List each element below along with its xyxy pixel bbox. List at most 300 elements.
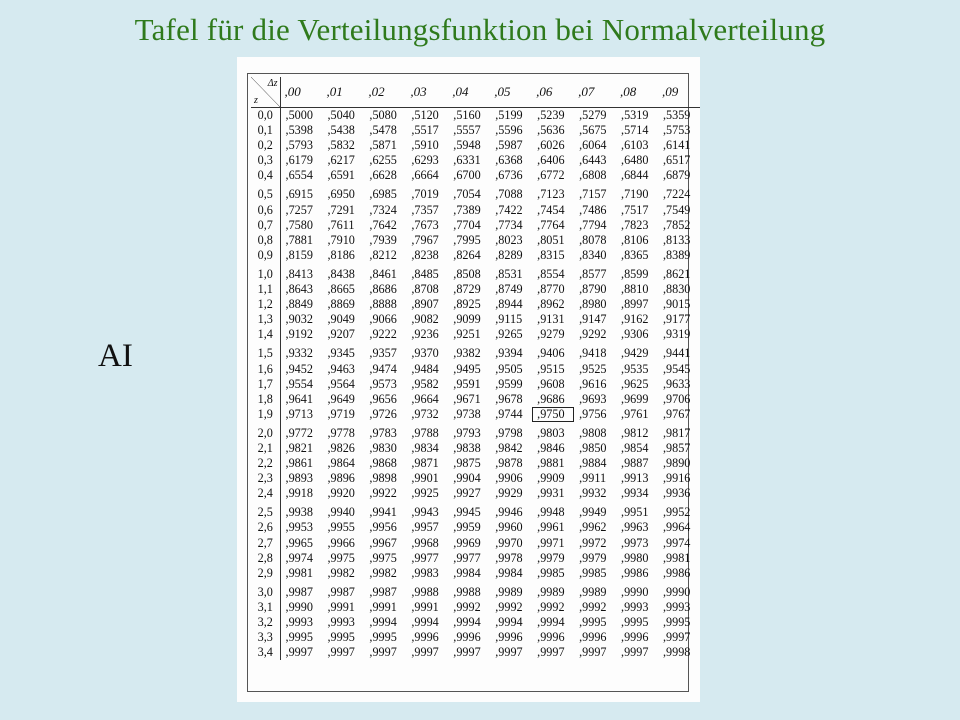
table-cell: ,9826 <box>327 440 355 455</box>
table-cell: ,9938 <box>285 505 313 520</box>
table-cell: ,9995 <box>579 615 607 629</box>
table-cell: ,9582 <box>411 376 439 391</box>
row-z-value: 2,3 <box>251 471 280 486</box>
table-cell: ,9838 <box>453 440 481 455</box>
table-cell: ,8810 <box>621 282 649 297</box>
table-cell: ,5793 <box>285 138 313 153</box>
table-cell: ,9964 <box>662 520 691 535</box>
table-cell: ,9931 <box>537 486 565 501</box>
table-cell: ,9952 <box>662 505 691 520</box>
column-header: ,04 <box>448 77 490 108</box>
row-z-value: 1,5 <box>251 342 280 361</box>
table-cell: ,9744 <box>495 406 523 421</box>
table-row <box>251 645 700 660</box>
table-row <box>251 407 700 422</box>
table-cell: ,9982 <box>327 565 355 580</box>
table-cell: ,5438 <box>327 123 355 138</box>
table-row <box>251 342 700 361</box>
table-cell: ,6915 <box>285 187 313 202</box>
table-row <box>251 248 700 263</box>
table-cell: ,8790 <box>579 282 607 297</box>
table-cell: ,9979 <box>537 550 565 565</box>
table-cell: ,9989 <box>537 584 565 599</box>
table-row <box>251 501 700 520</box>
table-cell: ,9993 <box>327 615 355 629</box>
table-cell: ,9726 <box>369 406 397 421</box>
table-cell: ,5120 <box>411 108 439 122</box>
table-cell: ,9686 <box>537 391 565 406</box>
row-z-value: 0,3 <box>251 153 280 168</box>
table-cell: ,9573 <box>369 376 397 391</box>
table-cell: ,9633 <box>662 376 691 391</box>
table-cell: ,8315 <box>537 247 565 262</box>
table-cell: ,9918 <box>285 486 313 501</box>
table-cell: ,6554 <box>285 168 313 183</box>
table-row <box>251 566 700 581</box>
table-cell: ,9793 <box>453 425 481 440</box>
table-cell: ,9641 <box>285 391 313 406</box>
table-cell: ,9671 <box>453 391 481 406</box>
table-cell: ,9980 <box>621 550 649 565</box>
column-header: ,03 <box>406 77 448 108</box>
row-z-value: 0,0 <box>251 108 280 124</box>
table-cell: ,6879 <box>662 168 691 183</box>
table-cell: ,9992 <box>537 599 565 614</box>
table-cell: ,8133 <box>662 232 691 247</box>
table-cell: ,9962 <box>579 520 607 535</box>
table-cell: ,9987 <box>369 584 397 599</box>
table-cell: ,9846 <box>537 440 565 455</box>
row-z-value: 0,5 <box>251 183 280 202</box>
table-cell: ,9986 <box>662 565 691 580</box>
table-cell: ,7881 <box>285 232 313 247</box>
table-cell: ,9975 <box>327 550 355 565</box>
table-cell: ,6255 <box>369 153 397 168</box>
table-cell: ,9985 <box>537 565 565 580</box>
table-cell: ,7389 <box>453 202 481 217</box>
row-z-value: 3,3 <box>251 630 280 645</box>
table-cell: ,9985 <box>579 565 607 580</box>
table-cell: ,9821 <box>285 440 313 455</box>
table-cell: ,6985 <box>369 187 397 202</box>
row-z-value: 2,0 <box>251 422 280 441</box>
table-cell: ,9966 <box>327 535 355 550</box>
table-cell: ,9996 <box>453 630 481 645</box>
table-cell: ,9901 <box>411 471 439 486</box>
row-z-value: 3,4 <box>251 645 280 660</box>
row-z-value: 2,8 <box>251 551 280 566</box>
table-cell: ,9961 <box>537 520 565 535</box>
table-cell: ,9890 <box>662 456 691 471</box>
table-cell: ,9082 <box>411 312 439 327</box>
table-cell: ,7642 <box>369 217 397 232</box>
table-cell: ,8925 <box>453 297 481 312</box>
table-cell: ,9616 <box>579 376 607 391</box>
table-cell: ,6293 <box>411 153 439 168</box>
table-cell: ,9881 <box>537 456 565 471</box>
table-cell: ,7673 <box>411 217 439 232</box>
slide-title: Tafel für die Verteilungsfunktion bei Normalverteilung <box>134 12 826 47</box>
table-cell: ,8485 <box>411 266 439 281</box>
table-cell: ,9997 <box>621 645 649 660</box>
row-z-value: 1,2 <box>251 297 280 312</box>
row-z-value: 3,2 <box>251 615 280 630</box>
table-cell: ,8980 <box>579 297 607 312</box>
table-cell: ,9207 <box>327 327 355 342</box>
table-cell: ,9997 <box>411 645 439 660</box>
table-cell: ,9875 <box>453 456 481 471</box>
table-cell: ,8508 <box>453 266 481 281</box>
table-cell: ,9192 <box>285 327 313 342</box>
table-cell: ,6331 <box>453 153 481 168</box>
table-cell: ,9996 <box>621 630 649 645</box>
table-cell: ,9066 <box>369 312 397 327</box>
table-row <box>251 168 700 183</box>
table-sheet <box>237 57 700 702</box>
table-cell: ,6406 <box>537 153 565 168</box>
table-cell: ,9884 <box>579 456 607 471</box>
table-cell: ,9147 <box>579 312 607 327</box>
table-cell: ,9599 <box>495 376 523 391</box>
table-cell: ,9783 <box>369 425 397 440</box>
row-z-value: 1,3 <box>251 312 280 327</box>
table-cell: ,9761 <box>621 406 649 421</box>
table-row <box>251 392 700 407</box>
table-cell: ,9452 <box>285 361 313 376</box>
row-z-value: 2,4 <box>251 486 280 501</box>
table-cell: ,9946 <box>495 505 523 520</box>
row-z-value: 1,4 <box>251 327 280 342</box>
table-row <box>251 108 700 124</box>
table-cell: ,9850 <box>579 440 607 455</box>
table-cell: ,9177 <box>662 312 691 327</box>
highlighted-cell: ,9750 <box>532 407 574 422</box>
table-cell: ,9222 <box>369 327 397 342</box>
table-cell: ,9997 <box>662 630 691 645</box>
row-z-value: 2,9 <box>251 566 280 581</box>
table-cell: ,9834 <box>411 440 439 455</box>
row-z-value: 2,2 <box>251 456 280 471</box>
table-row <box>251 263 700 282</box>
table-cell: ,8554 <box>537 266 565 281</box>
table-cell: ,9788 <box>411 425 439 440</box>
table-cell: ,9545 <box>662 361 691 376</box>
table-row <box>251 297 700 312</box>
table-cell: ,9932 <box>579 486 607 501</box>
table-row <box>251 377 700 392</box>
table-cell: ,6808 <box>579 168 607 183</box>
table-cell: ,9279 <box>537 327 565 342</box>
table-cell: ,8708 <box>411 282 439 297</box>
table-cell: ,7967 <box>411 232 439 247</box>
row-z-value: 0,2 <box>251 138 280 153</box>
column-header: ,09 <box>658 77 700 108</box>
table-cell: ,9664 <box>411 391 439 406</box>
row-z-value: 1,7 <box>251 377 280 392</box>
table-cell: ,9987 <box>327 584 355 599</box>
table-row <box>251 456 700 471</box>
table-cell: ,7939 <box>369 232 397 247</box>
table-cell: ,9979 <box>579 550 607 565</box>
table-cell: ,5199 <box>495 108 523 122</box>
table-cell: ,9854 <box>621 440 649 455</box>
table-cell: ,5987 <box>495 138 523 153</box>
table-cell: ,9988 <box>453 584 481 599</box>
row-z-value: 1,6 <box>251 362 280 377</box>
table-cell: ,9974 <box>285 550 313 565</box>
table-cell: ,9953 <box>285 520 313 535</box>
table-cell: ,7088 <box>495 187 523 202</box>
table-cell: ,7123 <box>537 187 565 202</box>
table-cell: ,7291 <box>327 202 355 217</box>
table-cell: ,6772 <box>537 168 565 183</box>
table-cell: ,9370 <box>411 346 439 361</box>
table-cell: ,8212 <box>369 247 397 262</box>
table-cell: ,9236 <box>411 327 439 342</box>
table-cell: ,9441 <box>662 346 691 361</box>
table-cell: ,6517 <box>662 153 691 168</box>
table-cell: ,7823 <box>621 217 649 232</box>
table-cell: ,9974 <box>662 535 691 550</box>
table-cell: ,9994 <box>453 615 481 629</box>
table-cell: ,9904 <box>453 471 481 486</box>
table-cell: ,9983 <box>411 565 439 580</box>
table-cell: ,9887 <box>621 456 649 471</box>
table-cell: ,9990 <box>662 584 691 599</box>
table-cell: ,5160 <box>453 108 481 122</box>
table-cell: ,9812 <box>621 425 649 440</box>
table-row <box>251 551 700 566</box>
table-cell: ,8770 <box>537 282 565 297</box>
table-cell: ,9131 <box>537 312 565 327</box>
table-cell: ,9896 <box>327 471 355 486</box>
table-cell: ,9911 <box>579 471 607 486</box>
table-cell: ,7517 <box>621 202 649 217</box>
table-cell: ,9525 <box>579 361 607 376</box>
table-cell: ,9909 <box>537 471 565 486</box>
table-cell: ,9989 <box>495 584 523 599</box>
table-cell: ,9732 <box>411 406 439 421</box>
table-cell: ,9959 <box>453 520 481 535</box>
table-cell: ,9817 <box>662 425 691 440</box>
table-cell: ,9951 <box>621 505 649 520</box>
row-z-value: 1,1 <box>251 282 280 297</box>
side-label: AI <box>98 338 133 374</box>
row-z-value: 2,5 <box>251 501 280 520</box>
table-cell: ,9945 <box>453 505 481 520</box>
table-cell: ,9115 <box>495 312 523 327</box>
column-header: ,05 <box>490 77 532 108</box>
corner-delta-z: Δz <box>267 78 278 89</box>
table-cell: ,8106 <box>621 232 649 247</box>
table-row <box>251 312 700 327</box>
table-cell: ,9357 <box>369 346 397 361</box>
table-cell: ,9995 <box>369 630 397 645</box>
table-cell: ,9991 <box>411 599 439 614</box>
column-header: ,08 <box>616 77 658 108</box>
row-z-value: 0,9 <box>251 248 280 263</box>
table-cell: ,9948 <box>537 505 565 520</box>
table-cell: ,5398 <box>285 123 313 138</box>
table-cell: ,9995 <box>662 615 691 629</box>
table-row <box>251 536 700 551</box>
table-row <box>251 581 700 600</box>
table-cell: ,5239 <box>537 108 565 122</box>
table-cell: ,9927 <box>453 486 481 501</box>
table-cell: ,8438 <box>327 266 355 281</box>
table-cell: ,9996 <box>411 630 439 645</box>
table-cell: ,5871 <box>369 138 397 153</box>
row-z-value: 0,7 <box>251 218 280 233</box>
table-cell: ,9719 <box>327 406 355 421</box>
table-cell: ,9418 <box>579 346 607 361</box>
table-cell: ,6141 <box>662 138 691 153</box>
table-cell: ,9994 <box>537 615 565 629</box>
column-header: ,01 <box>322 77 364 108</box>
table-cell: ,9049 <box>327 312 355 327</box>
table-row <box>251 233 700 248</box>
table-cell: ,9808 <box>579 425 607 440</box>
table-cell: ,9798 <box>495 425 523 440</box>
table-cell: ,9994 <box>411 615 439 629</box>
table-row <box>251 123 700 138</box>
table-cell: ,9495 <box>453 361 481 376</box>
table-cell: ,9842 <box>495 440 523 455</box>
table-cell: ,9871 <box>411 456 439 471</box>
table-cell: ,9972 <box>579 535 607 550</box>
table-cell: ,9991 <box>327 599 355 614</box>
table-cell: ,9861 <box>285 456 313 471</box>
table-cell: ,9382 <box>453 346 481 361</box>
table-cell: ,7190 <box>621 187 649 202</box>
table-cell: ,9099 <box>453 312 481 327</box>
row-z-value: 1,8 <box>251 392 280 407</box>
table-cell: ,5675 <box>579 123 607 138</box>
table-cell: ,8869 <box>327 297 355 312</box>
table-cell: ,9332 <box>285 346 313 361</box>
table-cell: ,9693 <box>579 391 607 406</box>
table-cell: ,6480 <box>621 153 649 168</box>
corner-z: z <box>254 95 258 106</box>
table-cell: ,9992 <box>579 599 607 614</box>
table-cell: ,9608 <box>537 376 565 391</box>
table-cell: ,9995 <box>285 630 313 645</box>
table-cell: ,7852 <box>662 217 691 232</box>
table-cell: ,9292 <box>579 327 607 342</box>
table-cell: ,8729 <box>453 282 481 297</box>
table-cell: ,9678 <box>495 391 523 406</box>
table-cell: ,9251 <box>453 327 481 342</box>
table-cell: ,7734 <box>495 217 523 232</box>
table-cell: ,9925 <box>411 486 439 501</box>
table-cell: ,6736 <box>495 168 523 183</box>
table-cell: ,9306 <box>621 327 649 342</box>
table-cell: ,8830 <box>662 282 691 297</box>
table-cell: ,9996 <box>495 630 523 645</box>
table-cell: ,9981 <box>662 550 691 565</box>
table-cell: ,5000 <box>285 108 313 122</box>
table-cell: ,9998 <box>662 645 691 660</box>
table-cell: ,9505 <box>495 361 523 376</box>
table-cell: ,5832 <box>327 138 355 153</box>
table-cell: ,9913 <box>621 471 649 486</box>
table-cell: ,8238 <box>411 247 439 262</box>
table-cell: ,9984 <box>495 565 523 580</box>
table-cell: ,9803 <box>537 425 565 440</box>
table-cell: ,5080 <box>369 108 397 122</box>
table-cell: ,9015 <box>662 297 691 312</box>
table-cell: ,5359 <box>662 108 691 122</box>
table-cell: ,5714 <box>621 123 649 138</box>
table-cell: ,7357 <box>411 202 439 217</box>
table-cell: ,9941 <box>369 505 397 520</box>
table-cell: ,9969 <box>453 535 481 550</box>
table-cell: ,7224 <box>662 187 691 202</box>
table-cell: ,9830 <box>369 440 397 455</box>
table-cell: ,9990 <box>621 584 649 599</box>
table-cell: ,8686 <box>369 282 397 297</box>
table-cell: ,9929 <box>495 486 523 501</box>
table-cell: ,9970 <box>495 535 523 550</box>
table-cell: ,6179 <box>285 153 313 168</box>
table-cell: ,9973 <box>621 535 649 550</box>
table-row <box>251 600 700 615</box>
table-cell: ,9963 <box>621 520 649 535</box>
table-cell: ,7704 <box>453 217 481 232</box>
table-cell: ,5557 <box>453 123 481 138</box>
table-cell: ,9916 <box>662 471 691 486</box>
row-z-value: 3,1 <box>251 600 280 615</box>
table-cell: ,9988 <box>411 584 439 599</box>
table-row <box>251 282 700 297</box>
table-cell: ,7995 <box>453 232 481 247</box>
table-cell: ,8186 <box>327 247 355 262</box>
table-cell: ,9987 <box>285 584 313 599</box>
table-cell: ,7549 <box>662 202 691 217</box>
row-z-value: 2,1 <box>251 441 280 456</box>
table-cell: ,8621 <box>662 266 691 281</box>
table-cell: ,9997 <box>579 645 607 660</box>
column-header: ,02 <box>364 77 406 108</box>
table-cell: ,9032 <box>285 312 313 327</box>
table-cell: ,8599 <box>621 266 649 281</box>
table-cell: ,9706 <box>662 391 691 406</box>
table-cell: ,9940 <box>327 505 355 520</box>
column-header: ,06 <box>532 77 574 108</box>
table-cell: ,6664 <box>411 168 439 183</box>
table-row <box>251 203 700 218</box>
table-cell: ,8340 <box>579 247 607 262</box>
table-cell: ,9995 <box>621 615 649 629</box>
table-cell: ,7454 <box>537 202 565 217</box>
table-cell: ,8577 <box>579 266 607 281</box>
column-header: ,00 <box>280 77 322 108</box>
table-header-row <box>251 77 700 108</box>
table-cell: ,9982 <box>369 565 397 580</box>
table-corner <box>251 77 280 108</box>
table-cell: ,9997 <box>537 645 565 660</box>
table-cell: ,9463 <box>327 361 355 376</box>
table-cell: ,9978 <box>495 550 523 565</box>
table-cell: ,9778 <box>327 425 355 440</box>
table-row <box>251 153 700 168</box>
table-cell: ,9943 <box>411 505 439 520</box>
table-cell: ,9997 <box>285 645 313 660</box>
table-cell: ,9429 <box>621 346 649 361</box>
row-z-value: 0,8 <box>251 233 280 248</box>
table-cell: ,9956 <box>369 520 397 535</box>
table-cell: ,9936 <box>662 486 691 501</box>
